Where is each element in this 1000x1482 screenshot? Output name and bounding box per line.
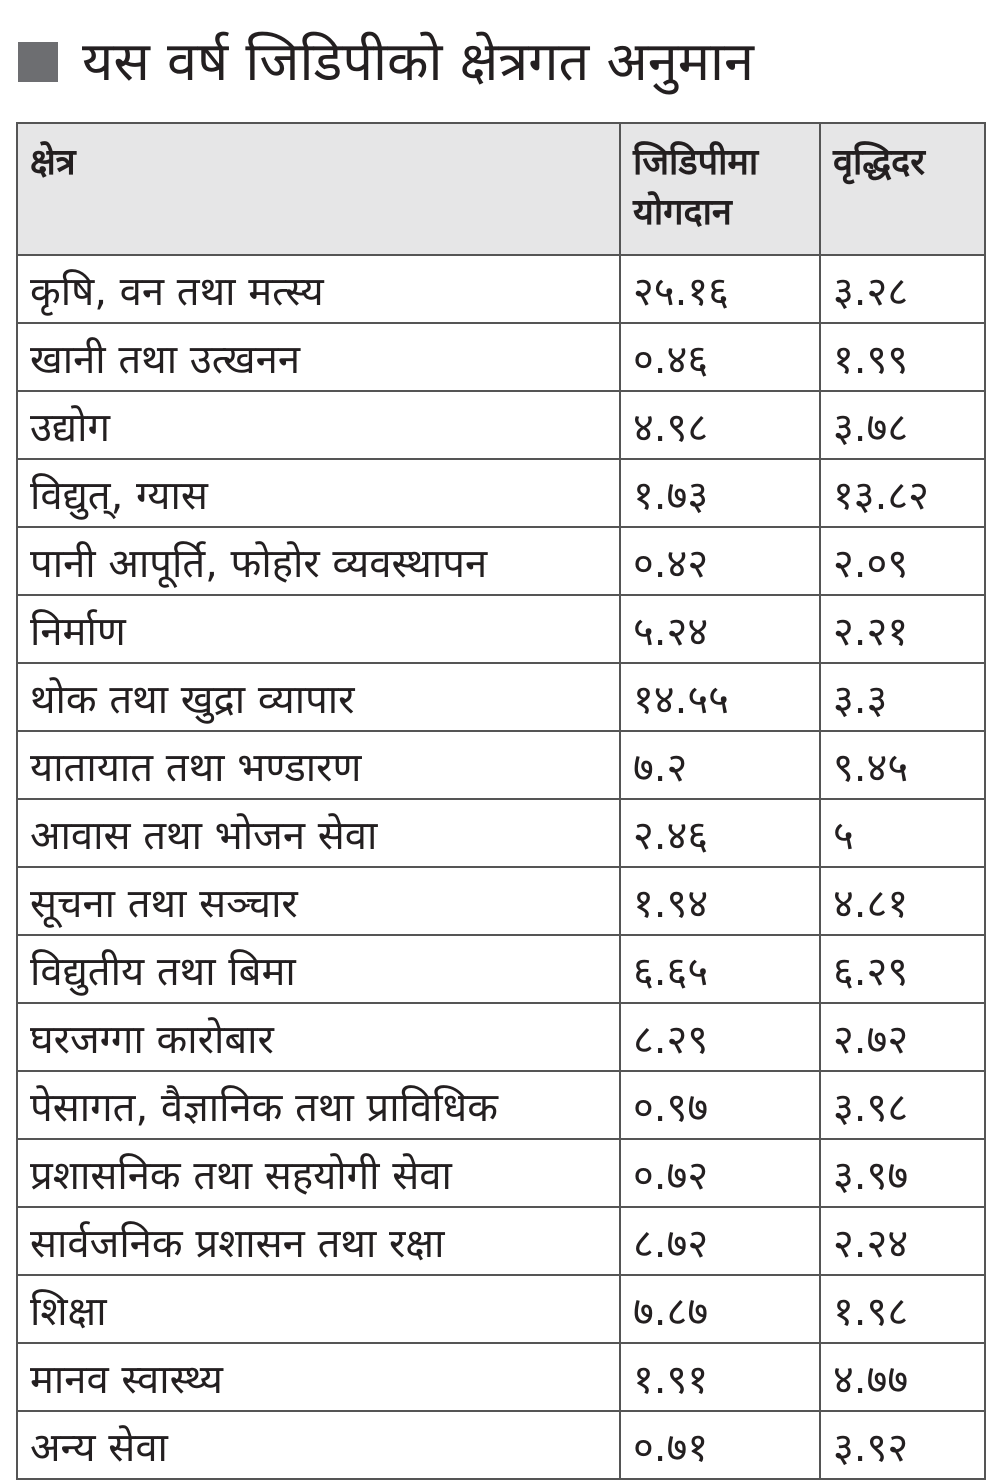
- table-row: [17, 459, 985, 527]
- table-header-row: [17, 123, 985, 255]
- growth-rate-cell: ३.९८: [820, 1071, 985, 1139]
- gdp-contribution-cell: २५.१६: [620, 255, 820, 323]
- table-row: [17, 323, 985, 391]
- growth-rate-cell: ९.४५: [820, 731, 985, 799]
- table-row: [17, 867, 985, 935]
- table-row: [17, 1411, 985, 1479]
- header-gdp-contribution: [620, 123, 820, 255]
- sector-cell: आवास तथा भोजन सेवा: [17, 799, 620, 867]
- header-gdp-contribution-line1: जिडिपीमा: [633, 142, 759, 183]
- growth-rate-cell: २.०९: [820, 527, 985, 595]
- header-gdp-contribution-line2: योगदान: [633, 192, 732, 233]
- growth-rate-cell: १.९९: [820, 323, 985, 391]
- sector-cell: उद्योग: [17, 391, 620, 459]
- sector-cell: सूचना तथा सञ्चार: [17, 867, 620, 935]
- table-row: [17, 595, 985, 663]
- table-row: [17, 255, 985, 323]
- gdp-contribution-cell: ७.८७: [620, 1275, 820, 1343]
- gdp-contribution-cell: १४.५५: [620, 663, 820, 731]
- sector-cell: मानव स्वास्थ्य: [17, 1343, 620, 1411]
- sector-cell: अन्य सेवा: [17, 1411, 620, 1479]
- growth-rate-cell: ६.२९: [820, 935, 985, 1003]
- header-growth-rate: वृद्धिदर: [820, 123, 985, 255]
- table-row: [17, 663, 985, 731]
- growth-rate-cell: ३.३: [820, 663, 985, 731]
- square-bullet-icon: [18, 42, 58, 82]
- table-row: [17, 1003, 985, 1071]
- gdp-contribution-cell: ६.६५: [620, 935, 820, 1003]
- table-row: [17, 731, 985, 799]
- gdp-contribution-cell: ०.७१: [620, 1411, 820, 1479]
- sector-cell: सार्वजनिक प्रशासन तथा रक्षा: [17, 1207, 620, 1275]
- gdp-contribution-cell: १.९१: [620, 1343, 820, 1411]
- sector-gdp-table: [16, 122, 986, 1480]
- gdp-contribution-cell: २.४६: [620, 799, 820, 867]
- sector-cell: यातायात तथा भण्डारण: [17, 731, 620, 799]
- gdp-contribution-cell: ५.२४: [620, 595, 820, 663]
- growth-rate-cell: ३.७८: [820, 391, 985, 459]
- table-row: [17, 1343, 985, 1411]
- sector-cell: शिक्षा: [17, 1275, 620, 1343]
- sector-cell: निर्माण: [17, 595, 620, 663]
- table-row: [17, 1207, 985, 1275]
- growth-rate-cell: २.२१: [820, 595, 985, 663]
- page-title: यस वर्ष जिडिपीको क्षेत्रगत अनुमान: [82, 30, 754, 93]
- sector-cell: कृषि, वन तथा मत्स्य: [17, 255, 620, 323]
- growth-rate-cell: १.९८: [820, 1275, 985, 1343]
- sector-cell: प्रशासनिक तथा सहयोगी सेवा: [17, 1139, 620, 1207]
- sector-cell: घरजग्गा कारोबार: [17, 1003, 620, 1071]
- gdp-contribution-cell: ०.४२: [620, 527, 820, 595]
- table-row: [17, 1139, 985, 1207]
- gdp-contribution-cell: ०.७२: [620, 1139, 820, 1207]
- growth-rate-cell: ४.७७: [820, 1343, 985, 1411]
- growth-rate-cell: २.२४: [820, 1207, 985, 1275]
- growth-rate-cell: ४.८१: [820, 867, 985, 935]
- gdp-contribution-cell: १.९४: [620, 867, 820, 935]
- header-sector: क्षेत्र: [17, 123, 620, 255]
- table-row: [17, 1275, 985, 1343]
- gdp-contribution-cell: ८.२९: [620, 1003, 820, 1071]
- growth-rate-cell: १३.८२: [820, 459, 985, 527]
- sector-cell: खानी तथा उत्खनन: [17, 323, 620, 391]
- sector-cell: विद्युतीय तथा बिमा: [17, 935, 620, 1003]
- table-row: [17, 1071, 985, 1139]
- sector-cell: विद्युत्, ग्यास: [17, 459, 620, 527]
- table-body: [17, 255, 985, 1479]
- table-row: [17, 391, 985, 459]
- sector-cell: पेसागत, वैज्ञानिक तथा प्राविधिक: [17, 1071, 620, 1139]
- table-row: [17, 527, 985, 595]
- table-row: [17, 935, 985, 1003]
- growth-rate-cell: ५: [820, 799, 985, 867]
- gdp-contribution-cell: ०.९७: [620, 1071, 820, 1139]
- gdp-contribution-cell: ८.७२: [620, 1207, 820, 1275]
- gdp-contribution-cell: ४.९८: [620, 391, 820, 459]
- growth-rate-cell: ३.२८: [820, 255, 985, 323]
- gdp-contribution-cell: १.७३: [620, 459, 820, 527]
- table-row: [17, 799, 985, 867]
- title-bar: [18, 22, 754, 102]
- growth-rate-cell: ३.९७: [820, 1139, 985, 1207]
- gdp-contribution-cell: ७.२: [620, 731, 820, 799]
- growth-rate-cell: ३.९२: [820, 1411, 985, 1479]
- growth-rate-cell: २.७२: [820, 1003, 985, 1071]
- gdp-contribution-cell: ०.४६: [620, 323, 820, 391]
- sector-cell: थोक तथा खुद्रा व्यापार: [17, 663, 620, 731]
- sector-cell: पानी आपूर्ति, फोहोर व्यवस्थापन: [17, 527, 620, 595]
